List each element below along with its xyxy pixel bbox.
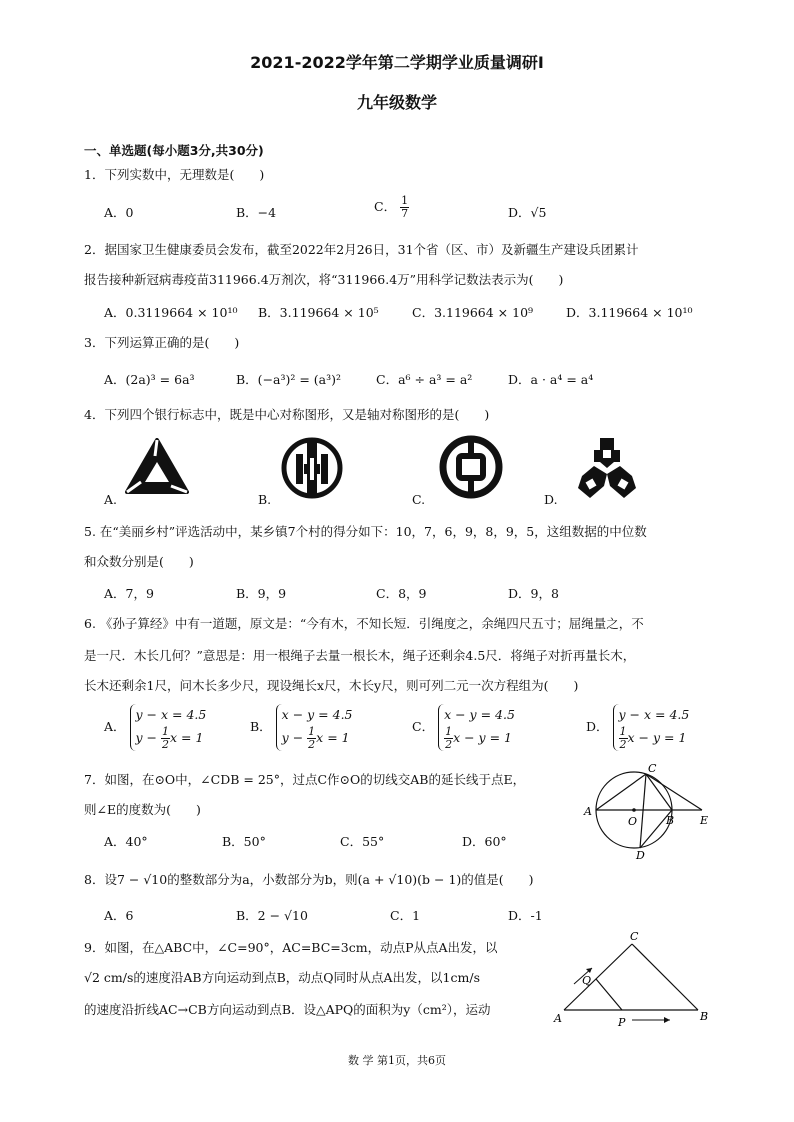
q4-option-a: A.	[104, 492, 118, 507]
q7-line-1: 7．如图，在⊙O中，∠CDB = 25°，过点C作⊙O的切线交AB的延长线于点E，	[84, 772, 526, 787]
q1-option-d: D．√5	[508, 205, 547, 220]
fraction	[400, 195, 409, 220]
q3-option-d: D．a · a⁴ = a⁴	[508, 372, 594, 387]
label-A: A	[584, 805, 592, 818]
fraction-denominator: 2	[162, 738, 170, 751]
equation-1: x − y = 4.5	[281, 707, 353, 722]
q2-option-b: B．3.119664 × 10⁵	[258, 305, 379, 320]
page-footer: 数 学 第1页，共6页	[348, 1054, 446, 1067]
equation-2a: y −	[281, 730, 304, 745]
option-label: D．	[586, 719, 609, 734]
label-P: P	[618, 1016, 626, 1029]
q5-option-a: A．7，9	[104, 586, 154, 601]
q5-option-c: C．8，9	[376, 586, 427, 601]
q4-option-b: B.	[258, 492, 272, 507]
label-E: E	[700, 814, 709, 827]
fraction-numerator: 1	[445, 725, 453, 738]
q6-line-2: 是一尺．木长几何？”意思是：用一根绳子去量一根长木，绳子还剩余4.5尺．将绳子对折再量长木，	[84, 648, 636, 663]
fraction-denominator: 2	[445, 738, 453, 751]
q3-option-a: A．(2a)³ = 6a³	[104, 372, 195, 387]
q9-line-1: 9．如图，在△ABC中，∠C=90°，AC=BC=3cm，动点P从点A出发，以	[84, 940, 498, 955]
q3-option-c: C．a⁶ ÷ a³ = a²	[376, 372, 473, 387]
equation-1: y − x = 4.5	[618, 707, 690, 722]
q1-option-b: B．−4	[236, 205, 277, 220]
bank-logo-trefoil-icon	[574, 436, 640, 500]
option-label: A．	[104, 719, 126, 734]
q2-option-d: D．3.119664 × 10¹⁰	[566, 305, 693, 320]
fraction-numerator: 1	[401, 194, 409, 207]
q5-option-b: B．9，9	[236, 586, 287, 601]
fraction-half	[161, 726, 170, 751]
label-D: D	[636, 849, 645, 860]
equation-2b: x − y = 1	[627, 730, 687, 745]
fraction-half	[619, 726, 628, 751]
q8-option-c: C．1	[390, 908, 421, 923]
q2-line-2: 报告接种新冠病毒疫苗311966.4万剂次，将“311966.4万”用科学记数法表示为( )	[84, 272, 564, 287]
q6-line-1: 6. 《孙子算经》中有一道题，原文是：“今有木，不知长短．引绳度之，余绳四尺五寸；屈绳量之，不	[84, 616, 644, 631]
q5-line-1: 5. 在“美丽乡村”评选活动中，某乡镇7个村的得分如下：10，7，6，9，8，9，5，这组数据的中位数	[84, 524, 647, 539]
label-B: B	[666, 814, 675, 827]
q3-option-b: B．(−a³)² = (a³)²	[236, 372, 342, 387]
equation-1: y − x = 4.5	[135, 707, 207, 722]
q6-option-a	[104, 704, 206, 751]
q7-option-c: C．55°	[340, 834, 385, 849]
fraction-half	[444, 726, 453, 751]
equation-system	[438, 704, 515, 751]
fraction-numerator: 1	[162, 725, 170, 738]
q1-option-a: A．0	[104, 205, 134, 220]
q7-option-d: D．60°	[462, 834, 507, 849]
fraction-half	[307, 726, 316, 751]
q2-option-c: C．3.119664 × 10⁹	[412, 305, 534, 320]
q5-line-2: 和众数分别是( )	[84, 554, 194, 569]
label-O: O	[628, 815, 638, 828]
q3-stem: 3．下列运算正确的是( )	[84, 335, 240, 350]
q9-triangle-figure	[552, 928, 718, 1030]
q4-option-c: C.	[412, 492, 426, 507]
q9-line-3: 的速度沿折线AC→CB方向运动到点B．设△APQ的面积为y（cm²），运动	[84, 1002, 491, 1017]
label-C: C	[630, 930, 639, 943]
label-B: B	[700, 1010, 709, 1023]
equation-1: x − y = 4.5	[444, 707, 515, 722]
q7-circle-figure	[578, 760, 718, 860]
section-heading: 一、单选题(每小题3分,共30分)	[84, 143, 264, 158]
equation-2a: y −	[135, 730, 158, 745]
page-subtitle: 九年级数学	[356, 93, 437, 112]
q8-option-b: B．2 − √10	[236, 908, 308, 923]
q6-option-d	[586, 704, 689, 751]
q8-option-d: D．-1	[508, 908, 543, 923]
equation-2b: x − y = 1	[453, 730, 512, 745]
q9-line-2: √2 cm/s的速度沿AB方向运动到点B，动点Q同时从点A出发，以1cm/s	[84, 970, 480, 985]
q4-option-d: D.	[544, 492, 558, 507]
q7-option-a: A．40°	[104, 834, 148, 849]
fraction-denominator: 7	[401, 207, 409, 220]
q1-stem: 1．下列实数中，无理数是( )	[84, 167, 265, 182]
equation-system	[130, 704, 207, 751]
q1-option-c-label: C．	[374, 199, 397, 214]
label-Q: Q	[582, 974, 592, 987]
q6-line-3: 长木还剩余1尺，问木长多少尺，现设绳长x尺，木长y尺，则可列二元一次方程组为( )	[84, 678, 579, 693]
option-label: C．	[412, 719, 435, 734]
bank-logo-china-icon	[438, 434, 504, 500]
equation-system	[613, 704, 690, 751]
fraction-denominator: 2	[619, 738, 627, 751]
bank-logo-coin-circle-icon	[280, 436, 344, 500]
q7-line-2: 则∠E的度数为( )	[84, 802, 201, 817]
fraction-numerator: 1	[308, 725, 316, 738]
q8-option-a: A．6	[104, 908, 134, 923]
bank-logo-triangle-icon	[125, 438, 189, 496]
q6-option-c	[412, 704, 515, 751]
option-label: B．	[250, 719, 272, 734]
fraction-denominator: 2	[308, 738, 316, 751]
page-title: 2021-2022学年第二学期学业质量调研Ⅰ	[250, 53, 544, 72]
q8-stem: 8．设7 − √10的整数部分为a，小数部分为b，则(a + √10)(b − 1)的值是( )	[84, 872, 534, 887]
q2-line-1: 2．据国家卫生健康委员会发布，截至2022年2月26日，31个省（区、市）及新疆生产建设兵团累计	[84, 242, 639, 257]
q7-option-b: B．50°	[222, 834, 266, 849]
q5-option-d: D．9，8	[508, 586, 559, 601]
fraction-numerator: 1	[619, 725, 627, 738]
equation-system	[276, 704, 353, 751]
q6-option-b	[250, 704, 353, 751]
q2-option-a: A．0.3119664 × 10¹⁰	[104, 305, 238, 320]
label-C: C	[648, 762, 657, 775]
q4-stem: 4．下列四个银行标志中，既是中心对称图形，又是轴对称图形的是( )	[84, 407, 490, 422]
equation-2b: x = 1	[316, 730, 350, 745]
label-A: A	[554, 1012, 562, 1025]
q1-option-c	[374, 195, 409, 220]
equation-2b: x = 1	[170, 730, 204, 745]
